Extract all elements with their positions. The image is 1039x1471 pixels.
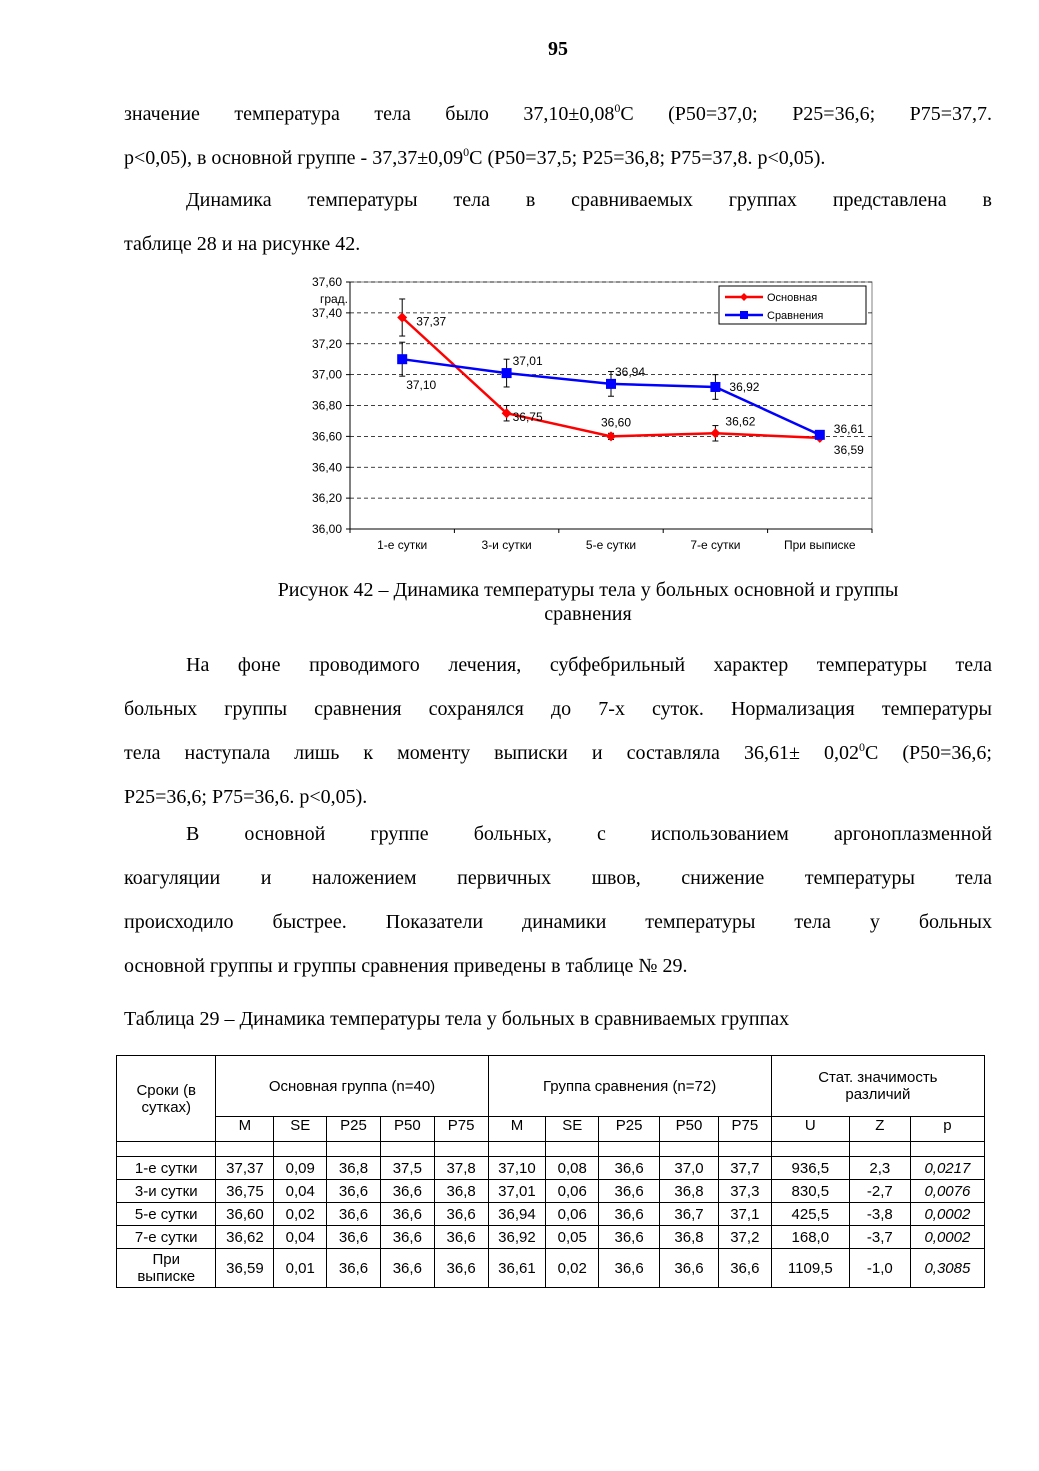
table-header-row (117, 1056, 985, 1117)
table-cell: 1109,5 (771, 1249, 849, 1288)
paragraph-dynamics-ref (124, 178, 992, 266)
table-cell: 36,75 (216, 1180, 274, 1203)
table-cell: -3,8 (849, 1203, 910, 1226)
x-tick-label: 5-е сутки (585, 538, 637, 552)
table-cell: 36,60 (216, 1203, 274, 1226)
subheader-cell: SE (546, 1117, 599, 1142)
table-cell: 36,6 (380, 1203, 434, 1226)
table-cell: 36,6 (660, 1249, 719, 1288)
header-main-group: Основная группа (n=40) (216, 1056, 488, 1117)
table-cell: -3,7 (849, 1226, 910, 1249)
data-label: 37,10 (406, 378, 437, 393)
y-tick-label: 36,40 (311, 460, 342, 475)
table-row (117, 1157, 985, 1180)
table-cell: 36,6 (327, 1226, 381, 1249)
caption-line: сравнения (544, 603, 632, 625)
table-row (117, 1203, 985, 1226)
page-number: 95 (548, 38, 568, 60)
temperature-table (116, 1055, 985, 1288)
data-label: 36,94 (615, 364, 646, 379)
y-tick-label: 36,80 (311, 398, 342, 413)
text-line: больных группы сравнения сохранялся до 7-х суток. Нормализация температуры (124, 698, 992, 720)
table-cell: 0,06 (546, 1203, 599, 1226)
text-line: происходило быстрее. Показатели динамики температуры тела у больных (124, 911, 992, 933)
row-term: 3-и сутки (117, 1180, 216, 1203)
subheader-cell: P75 (718, 1117, 771, 1142)
text-line: коагуляции и наложением первичных швов, снижение температуры тела (124, 867, 992, 889)
table-cell: 0,05 (546, 1226, 599, 1249)
table-cell: 36,8 (327, 1157, 381, 1180)
subheader-cell: M (216, 1117, 274, 1142)
table-cell: 830,5 (771, 1180, 849, 1203)
table-cell: 36,6 (434, 1226, 488, 1249)
y-tick-label: 36,20 (311, 491, 342, 506)
y-tick-label: 37,20 (311, 336, 342, 351)
table-cell: 37,2 (718, 1226, 771, 1249)
header-terms: Сроки (в сутках) (117, 1056, 216, 1142)
legend-label: Основная (767, 292, 818, 304)
paragraph-main-group (124, 812, 992, 988)
table-cell: 36,6 (327, 1249, 381, 1288)
text-line: В основной группе больных, с использованием аргоноплазменной (186, 823, 992, 845)
table-cell: 36,6 (380, 1249, 434, 1288)
table-cell: 0,0217 (910, 1157, 984, 1180)
text-line: тела наступала лишь к моменту выписки и составляла $36,61\pm 0,02^0С$ (P50=36,6; (124, 740, 992, 764)
table-cell: 37,01 (488, 1180, 546, 1203)
table-cell: 37,7 (718, 1157, 771, 1180)
subheader-cell: SE (274, 1117, 327, 1142)
row-term: При выписке (117, 1249, 216, 1288)
data-label: 36,60 (601, 415, 632, 430)
data-point (606, 379, 616, 389)
data-label: 36,92 (729, 379, 760, 394)
legend-label: Сравнения (767, 310, 824, 322)
text-line: p<0,05), в основной группе - $37,37\pm 0,09^0С$ (P50=37,5; P25=36,8; P75=37,8. p<0,05). (124, 145, 826, 169)
table-row (117, 1180, 985, 1203)
legend-marker (740, 311, 748, 319)
table-cell: 2,3 (849, 1157, 910, 1180)
table-subheader-row (117, 1117, 985, 1142)
text-line: значение температура тела было $37,10\pm 0,08^0С$ (P50=37,0; P25=36,6; P75=37,7. (124, 101, 993, 125)
caption-line: Рисунок 42 – Динамика температуры тела у больных основной и группы (277, 579, 899, 601)
table-cell: 36,6 (434, 1249, 488, 1288)
table-cell: 36,92 (488, 1226, 546, 1249)
table-cell: 37,1 (718, 1203, 771, 1226)
table-cell: 0,01 (274, 1249, 327, 1288)
y-tick-label: 36,00 (311, 522, 342, 536)
table-row (117, 1226, 985, 1249)
text-line: Динамика температуры тела в сравниваемых группах представлена в (186, 189, 992, 211)
y-axis-label: град. (319, 292, 348, 306)
table-cell: 36,59 (216, 1249, 274, 1288)
subheader-cell: P50 (380, 1117, 434, 1142)
table-cell: 36,61 (488, 1249, 546, 1288)
data-label: 36,62 (725, 414, 756, 429)
subheader-cell: P50 (660, 1117, 719, 1142)
data-point (502, 368, 512, 378)
data-point (815, 430, 825, 440)
table-cell: 0,0076 (910, 1180, 984, 1203)
table-cell: -1,0 (849, 1249, 910, 1288)
table-cell: 37,5 (380, 1157, 434, 1180)
temperature-line-chart (282, 270, 892, 560)
table-cell: 36,6 (434, 1203, 488, 1226)
table-cell: 36,6 (380, 1226, 434, 1249)
table-cell: 0,02 (546, 1249, 599, 1288)
table-cell: 0,06 (546, 1180, 599, 1203)
table-cell: -2,7 (849, 1180, 910, 1203)
row-term: 7-е сутки (117, 1226, 216, 1249)
table-cell: 36,94 (488, 1203, 546, 1226)
table-body (117, 1157, 985, 1288)
y-tick-label: 36,60 (311, 429, 342, 444)
table-cell: 0,3085 (910, 1249, 984, 1288)
data-point (397, 354, 407, 364)
table-cell: 37,8 (434, 1157, 488, 1180)
table-title: Таблица 29 – Динамика температуры тела у больных в сравниваемых группах (124, 1008, 790, 1030)
x-tick-label: При выписке (783, 538, 856, 552)
table-cell: 36,8 (434, 1180, 488, 1203)
text-line: основной группы и группы сравнения приведены в таблице № 29. (124, 955, 688, 977)
x-tick-label: 1-е сутки (377, 538, 428, 552)
x-tick-label: 7-е сутки (690, 538, 741, 552)
table-row (117, 1249, 985, 1288)
subheader-cell: P75 (434, 1117, 488, 1142)
table-cell: 37,3 (718, 1180, 771, 1203)
table-cell: 36,6 (380, 1180, 434, 1203)
paragraph-compare-group (124, 643, 992, 819)
y-tick-label: 37,40 (311, 305, 342, 320)
data-label: 36,59 (833, 442, 864, 457)
data-label: 36,75 (512, 410, 543, 425)
table-cell: 36,6 (718, 1249, 771, 1288)
subheader-cell: p (910, 1117, 984, 1142)
table-cell: 36,6 (327, 1180, 381, 1203)
text-line: P25=36,6; P75=36,6. p<0,05). (124, 786, 368, 808)
data-label: 37,37 (416, 314, 447, 329)
table-cell: 36,7 (660, 1203, 719, 1226)
data-point (710, 382, 720, 392)
x-tick-label: 3-и сутки (481, 538, 532, 552)
table-cell: 0,0002 (910, 1226, 984, 1249)
table-cell: 0,09 (274, 1157, 327, 1180)
table-cell: 0,04 (274, 1180, 327, 1203)
table-cell: 0,02 (274, 1203, 327, 1226)
header-stat: Стат. значимость различий (771, 1056, 984, 1117)
table-cell: 36,6 (599, 1203, 660, 1226)
table-cell: 0,0002 (910, 1203, 984, 1226)
table-cell: 168,0 (771, 1226, 849, 1249)
row-term: 1-е сутки (117, 1157, 216, 1180)
table-cell: 37,0 (660, 1157, 719, 1180)
text-line: таблице 28 и на рисунке 42. (124, 233, 361, 255)
table-cell: 36,8 (660, 1226, 719, 1249)
subheader-cell: Z (849, 1117, 910, 1142)
data-label: 36,61 (833, 421, 864, 436)
table-cell: 0,08 (546, 1157, 599, 1180)
table-cell: 36,6 (327, 1203, 381, 1226)
table-cell: 36,6 (599, 1226, 660, 1249)
subheader-cell: P25 (599, 1117, 660, 1142)
table-spacer-row (117, 1142, 985, 1157)
table-cell: 36,6 (599, 1157, 660, 1180)
subheader-cell: P25 (327, 1117, 381, 1142)
table-cell: 0,04 (274, 1226, 327, 1249)
paragraph-intro (124, 92, 992, 180)
table-cell: 425,5 (771, 1203, 849, 1226)
table-cell: 936,5 (771, 1157, 849, 1180)
data-label: 37,01 (512, 354, 543, 369)
subheader-cell: M (488, 1117, 546, 1142)
table-cell: 37,37 (216, 1157, 274, 1180)
figure-caption (124, 578, 1039, 626)
header-compare-group: Группа сравнения (n=72) (488, 1056, 771, 1117)
table-cell: 37,10 (488, 1157, 546, 1180)
table-cell: 36,8 (660, 1180, 719, 1203)
y-tick-label: 37,60 (311, 275, 342, 289)
table-cell: 36,6 (599, 1249, 660, 1288)
subheader-cell: U (771, 1117, 849, 1142)
row-term: 5-е сутки (117, 1203, 216, 1226)
y-tick-label: 37,00 (311, 367, 342, 382)
text-line: На фоне проводимого лечения, субфебрильный характер температуры тела (186, 654, 992, 676)
table-cell: 36,6 (599, 1180, 660, 1203)
table-cell: 36,62 (216, 1226, 274, 1249)
